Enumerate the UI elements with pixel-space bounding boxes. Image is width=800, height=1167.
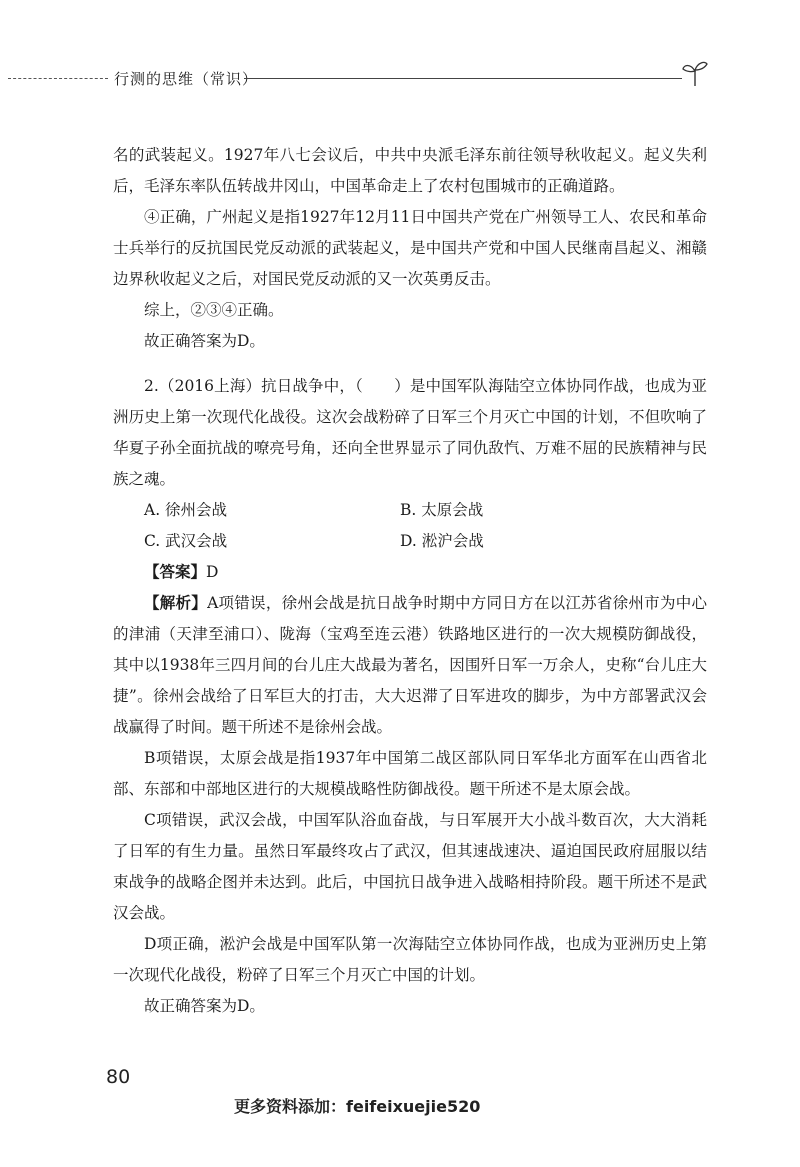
analysis-a-text: A项错误，徐州会战是抗日战争时期中方同日方在以江苏省徐州市为中心的津浦（天津至浦口）、陇海（宝鸡至连云港）铁路地区进行的一次大规模防御战役，其中以1938年三四月间的台儿庄大战最为著名，因围歼日军一万余人，史称“台儿庄大捷”。徐州会战给了日军巨大的打击，大大迟滞了日军进攻的脚步，为中方部署武汉会战赢得了时间。题干所述不是徐州会战。 [113, 594, 707, 736]
option-d: D. 淞沪会战 [400, 532, 484, 550]
sprout-icon [680, 58, 710, 88]
analysis-label: 【解析】 [144, 594, 208, 612]
question-text: 2.（2016上海）抗日战争中，（ ）是中国军队海陆空立体协同作战，也成为亚洲历史上第一次现代化战役。这次会战粉碎了日军三个月灭亡中国的计划，不但吹响了华夏子孙全面抗战的嘹亮号角，还向全世界显示了同仇敌忾、万难不屈的民族精神与民族之魂。 [113, 377, 707, 488]
analysis-paragraph [113, 588, 707, 743]
option-a: A. 徐州会战 [144, 501, 228, 519]
body-paragraph: 故正确答案为D。 [144, 332, 265, 350]
page-body [113, 140, 707, 1022]
body-paragraph: ④正确，广州起义是指1927年12月11日中国共产党在广州领导工人、农民和革命士兵举行的反抗国民党反动派的武装起义，是中国共产党和中国人民继南昌起义、湘赣边界秋收起义之后，对国民党反动派的又一次英勇反击。 [113, 208, 707, 288]
analysis-paragraph: D项正确，淞沪会战是中国军队第一次海陆空立体协同作战，也成为亚洲历史上第一次现代化战役，粉碎了日军三个月灭亡中国的计划。 [113, 935, 707, 984]
footer-note: 更多资料添加：feifeixuejie520 [234, 1097, 481, 1116]
options-row [113, 526, 707, 557]
running-header [0, 58, 800, 98]
body-paragraph: 名的武装起义。1927年八七会议后，中共中央派毛泽东前往领导秋收起义。起义失利后，毛泽东率队伍转战井冈山，中国革命走上了农村包围城市的正确道路。 [113, 146, 707, 195]
conclusion-line: 故正确答案为D。 [144, 997, 265, 1015]
answer-value: D [206, 563, 219, 581]
options-row [113, 495, 707, 526]
analysis-paragraph: B项错误，太原会战是指1937年中国第二战区部队同日军华北方面军在山西省北部、东部和中部地区进行的大规模战略性防御战役。题干所述不是太原会战。 [113, 749, 707, 798]
header-rule-right [244, 78, 682, 79]
analysis-paragraph: C项错误，武汉会战，中国军队浴血奋战，与日军展开大小战斗数百次，大大消耗了日军的有生力量。虽然日军最终攻占了武汉，但其速战速决、逼迫国民政府屈服以结束战争的战略企图并未达到。此后，中国抗日战争进入战略相持阶段。题干所述不是武汉会战。 [113, 811, 707, 922]
answer-line [113, 557, 707, 588]
header-title: 行测的思维（常识） [114, 70, 259, 88]
body-paragraph: 综上，②③④正确。 [144, 301, 284, 319]
page-number: 80 [106, 1066, 131, 1088]
option-b: B. 太原会战 [400, 501, 484, 519]
answer-label: 【答案】 [144, 563, 207, 581]
header-rule-left [8, 78, 108, 79]
option-c: C. 武汉会战 [144, 532, 228, 550]
